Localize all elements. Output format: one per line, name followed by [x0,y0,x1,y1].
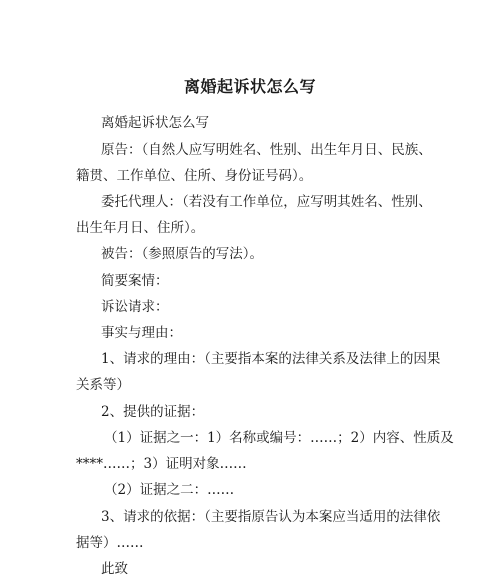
document-line-evidence-1-cont: ****……；3）证明对象…… [76,456,247,472]
document-line-basis: 3、请求的依据：（主要指原告认为本案应当适用的法律依 [101,509,441,525]
document-line-agent: 委托代理人：（若没有工作单位，应写明其姓名、性别、 [101,194,432,210]
document-line-agent-cont: 出生年月日、住所）。 [76,220,205,236]
document-line-claims: 诉讼请求： [101,299,169,315]
document-line-basis-cont: 据等）…… [76,535,144,551]
document-title: 离婚起诉状怎么写 [183,77,316,96]
document-line-reason: 1、请求的理由：（主要指本案的法律关系及法律上的因果 [101,351,441,367]
document-line-facts: 事实与理由： [101,325,182,341]
document-line-plaintiff: 原告：（自然人应写明姓名、性别、出生年月日、民族、 [101,142,432,158]
document-line-case-summary: 简要案情： [101,273,169,289]
document-line-evidence-1: （1）证据之一：1）名称或编号：……；2）内容、性质及 [104,430,454,446]
document-line-defendant: 被告：（参照原告的写法）。 [101,246,263,262]
document-line-evidence-2: （2）证据之二：…… [104,482,235,498]
document-line-heading: 离婚起诉状怎么写 [101,115,209,131]
document-line-reason-cont: 关系等） [76,377,130,393]
document-line-closing: 此致 [101,561,128,577]
document-line-evidence: 2、提供的证据： [101,404,205,420]
document-line-plaintiff-cont: 籍贯、工作单位、住所、身份证号码）。 [76,168,313,184]
